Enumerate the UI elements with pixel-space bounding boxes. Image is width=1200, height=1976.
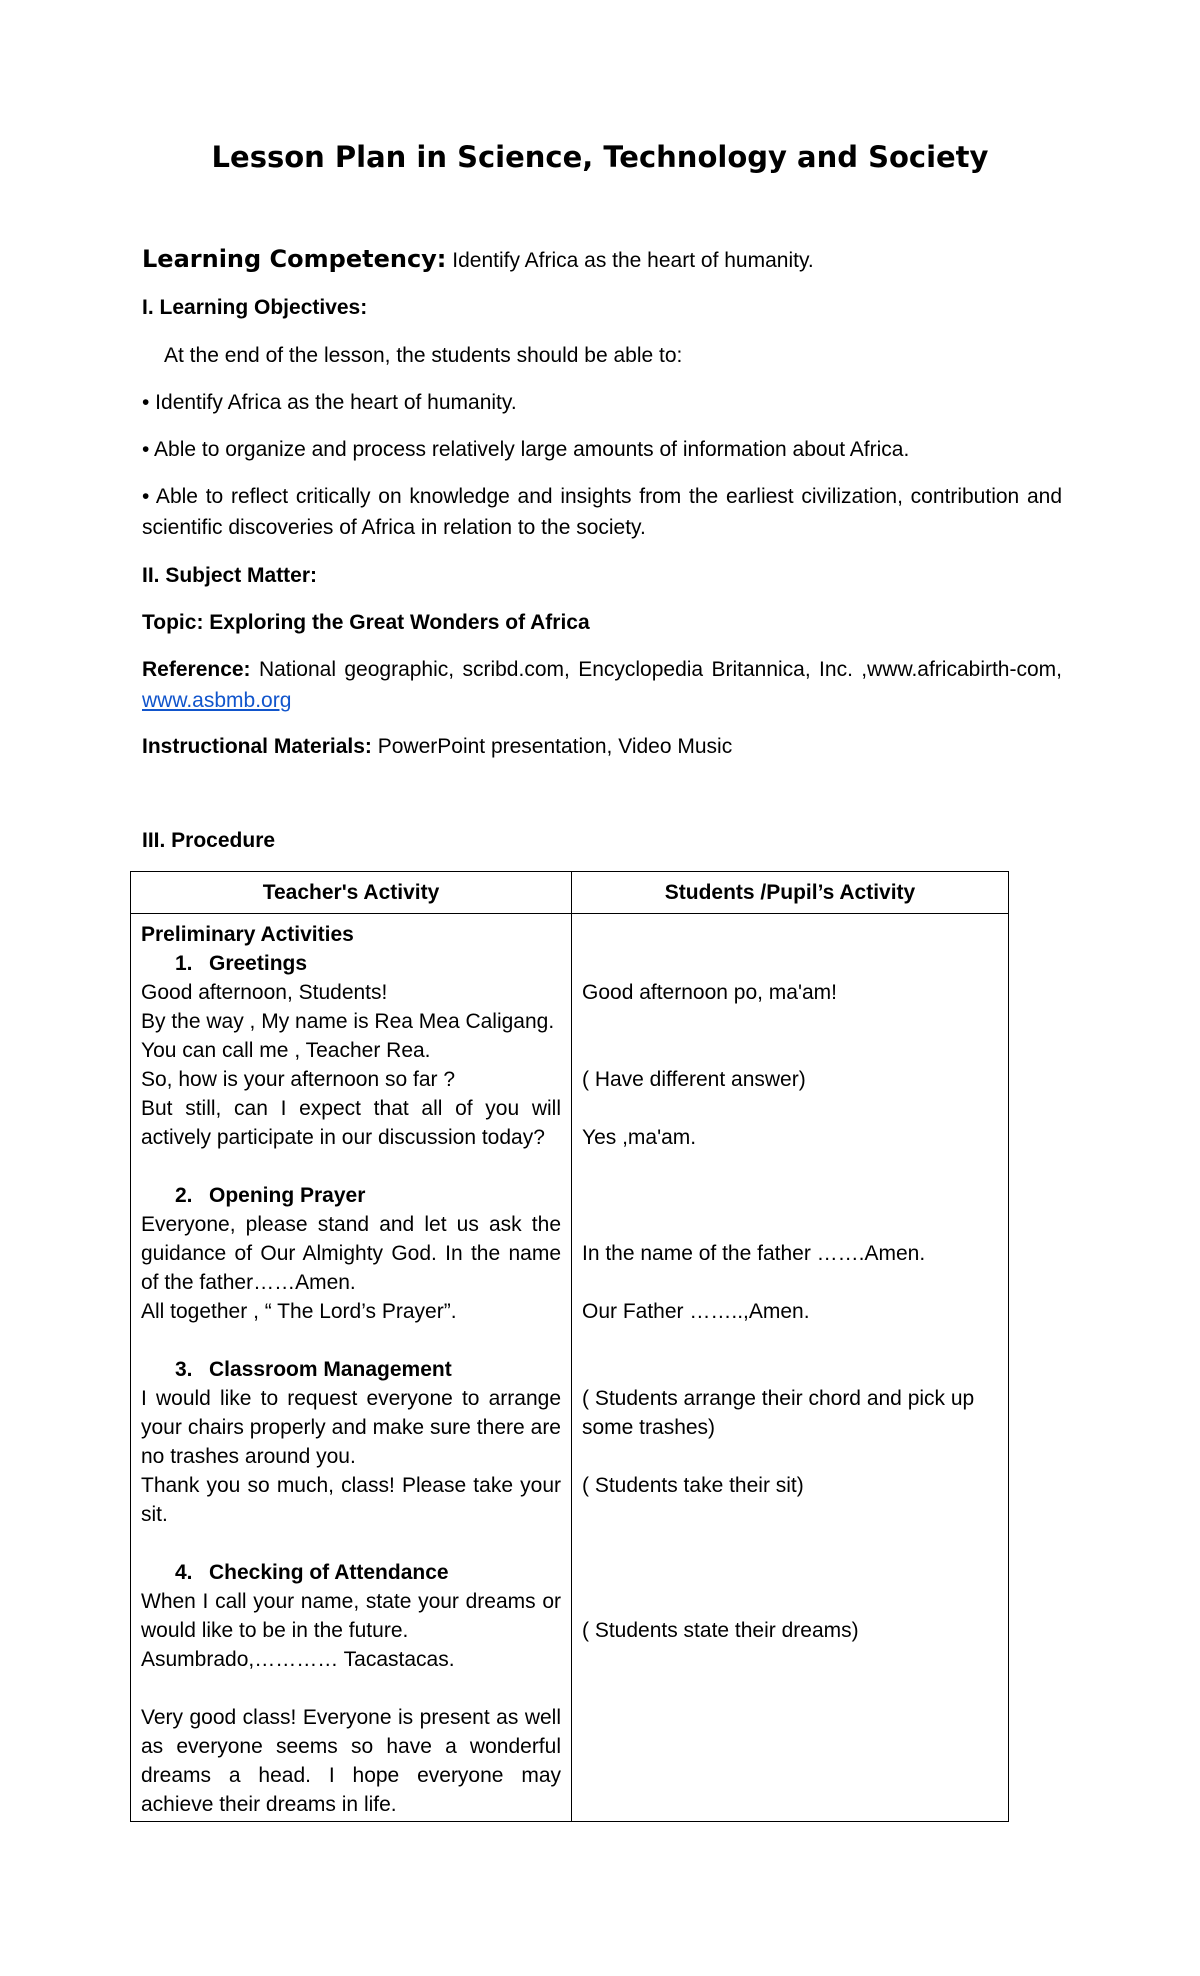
teacher-line: Thank you so much, class! Please take your sit. — [141, 1474, 561, 1526]
learning-competency — [142, 245, 1062, 273]
teacher-line: You can call me , Teacher Rea. — [141, 1039, 431, 1062]
student-line: Good afternoon po, ma'am! — [582, 981, 837, 1004]
materials-text: PowerPoint presentation, Video Music — [377, 735, 733, 758]
teacher-line: Asumbrado,………… Tacastacas. — [141, 1648, 455, 1671]
teacher-line: When I call your name, state your dreams or would like to be in the future. — [141, 1590, 561, 1642]
student-line: ( Students arrange their chord and pick up some trashes) — [582, 1387, 975, 1439]
teacher-activity-cell — [131, 914, 572, 1822]
student-line: In the name of the father …….Amen. — [582, 1242, 926, 1265]
table-header-row — [131, 872, 1009, 914]
student-activity-cell — [572, 914, 1009, 1822]
topic: Topic: Exploring the Great Wonders of Africa — [142, 611, 590, 634]
preliminary-heading: Preliminary Activities — [141, 923, 354, 946]
objectives-heading: I. Learning Objectives: — [142, 296, 368, 319]
reference-label: Reference: — [142, 658, 251, 681]
instructional-materials — [142, 731, 1062, 762]
teacher-line: Very good class! Everyone is present as well as everyone seems so have a wonderful dreams a head. I hope everyone may achieve their dreams in life. — [141, 1706, 561, 1816]
teacher-column-header: Teacher's Activity — [131, 872, 572, 914]
materials-label: Instructional Materials: — [142, 735, 372, 758]
teacher-line: Everyone, please stand and let us ask the guidance of Our Almighty God. In the name of the father……Amen. — [141, 1213, 561, 1294]
teacher-line: But still, can I expect that all of you will actively participate in our discussion today? — [141, 1097, 561, 1149]
table-row — [131, 914, 1009, 1822]
procedure-table — [130, 871, 1009, 1822]
procedure-heading: III. Procedure — [142, 829, 276, 852]
objective-item: • Able to organize and process relatively large amounts of information about Africa. — [142, 438, 910, 461]
step-heading: 3. Classroom Management — [175, 1358, 452, 1381]
student-column-header: Students /Pupil’s Activity — [572, 872, 1009, 914]
step-heading: 2. Opening Prayer — [175, 1184, 366, 1207]
step-heading: 4. Checking of Attendance — [175, 1561, 449, 1584]
teacher-line: Good afternoon, Students! — [141, 981, 388, 1004]
student-line: ( Students state their dreams) — [582, 1619, 859, 1642]
teacher-line: So, how is your afternoon so far ? — [141, 1068, 456, 1091]
objectives-intro: At the end of the lesson, the students should be able to: — [164, 344, 683, 367]
reference-text: National geographic, scribd.com, Encyclopedia Britannica, Inc. ,www.africabirth-com, — [258, 658, 1062, 681]
teacher-line: By the way , My name is Rea Mea Caligang. — [141, 1010, 555, 1033]
step-heading: 1. Greetings — [175, 952, 308, 975]
objective-item: • Identify Africa as the heart of humanity. — [142, 391, 517, 414]
teacher-line: All together , “ The Lord’s Prayer”. — [141, 1300, 457, 1323]
competency-text: Identify Africa as the heart of humanity. — [452, 249, 814, 272]
reference — [142, 654, 1062, 716]
page-title: Lesson Plan in Science, Technology and Society — [211, 140, 989, 174]
reference-link[interactable]: www.asbmb.org — [142, 689, 292, 712]
student-line: ( Have different answer) — [582, 1068, 806, 1091]
objective-item: • Able to reflect critically on knowledge and insights from the earliest civilization, contribution and scientific discoveries of Africa in relation to the society. — [142, 485, 1062, 539]
teacher-line: I would like to request everyone to arrange your chairs properly and make sure there are no trashes around you. — [141, 1387, 561, 1468]
student-line: Our Father ……..,Amen. — [582, 1300, 810, 1323]
subject-heading: II. Subject Matter: — [142, 564, 318, 587]
competency-label: Learning Competency: — [142, 245, 447, 273]
student-line: Yes ,ma'am. — [582, 1126, 697, 1149]
student-line: ( Students take their sit) — [582, 1474, 804, 1497]
